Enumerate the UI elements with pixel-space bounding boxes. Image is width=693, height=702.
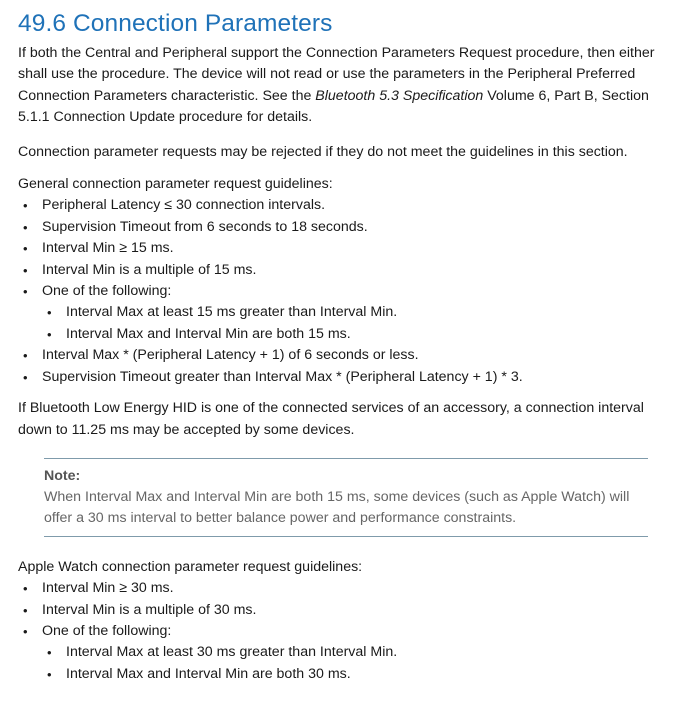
intro-paragraph: [18, 43, 678, 129]
bullet-icon: •: [23, 581, 28, 597]
list-item: [18, 238, 678, 259]
list-item: [18, 578, 678, 599]
sub-list-item: [42, 302, 678, 323]
bullet-icon: •: [47, 645, 52, 661]
bullet-icon: •: [23, 284, 28, 300]
list-item-text: Interval Min ≥ 15 ms.: [42, 240, 174, 257]
list-item: [18, 621, 678, 685]
list-item-text: Interval Min is a multiple of 15 ms.: [42, 261, 257, 278]
section-heading: 49.6 Connection Parameters: [18, 10, 333, 37]
note-box: [44, 458, 648, 537]
list-item-text: One of the following:: [42, 283, 172, 300]
apple-watch-guidelines-list: [18, 578, 678, 685]
hid-paragraph: If Bluetooth Low Energy HID is one of the connected services of an accessory, a connection interval down to 11.25 ms may be accepted by some devices.: [18, 400, 644, 438]
bullet-icon: •: [23, 602, 28, 618]
list-item: [18, 367, 678, 388]
list-item: [18, 195, 678, 216]
sub-list-item: [42, 324, 678, 345]
sub-list-item: [42, 664, 678, 685]
bullet-icon: •: [23, 623, 28, 639]
apple-watch-guidelines-title: Apple Watch connection parameter request guidelines:: [18, 558, 363, 575]
list-item-text: Interval Max * (Peripheral Latency + 1) of 6 seconds or less.: [42, 347, 419, 364]
list-item: [18, 281, 678, 345]
list-item-text: Peripheral Latency ≤ 30 connection intervals.: [42, 197, 326, 214]
list-item-text: Interval Max and Interval Min are both 15 ms.: [66, 325, 351, 342]
list-item-text: Interval Max at least 15 ms greater than Interval Min.: [66, 304, 398, 321]
list-item: [18, 345, 678, 366]
general-guidelines-list: [18, 195, 678, 388]
note-body: When Interval Max and Interval Min are both 15 ms, some devices (such as Apple Watch) will offer a 30 ms interval to better balance power and performance constraints.: [44, 488, 630, 527]
general-guidelines-title: General connection parameter request guidelines:: [18, 176, 333, 193]
bullet-icon: •: [23, 262, 28, 278]
list-item: [18, 260, 678, 281]
list-item-text: Supervision Timeout greater than Interval Max * (Peripheral Latency + 1) * 3.: [42, 368, 523, 385]
bullet-icon: •: [47, 666, 52, 682]
list-item: [18, 600, 678, 621]
bullet-icon: •: [23, 348, 28, 364]
rejection-paragraph: Connection parameter requests may be rejected if they do not meet the guidelines in this section.: [18, 143, 628, 160]
apple-watch-sub-list: [42, 642, 678, 685]
document-page: [18, 0, 678, 685]
bullet-icon: •: [23, 219, 28, 235]
list-item-text: Interval Min is a multiple of 30 ms.: [42, 601, 257, 618]
general-sub-list: [42, 302, 678, 345]
bullet-icon: •: [23, 198, 28, 214]
sub-list-item: [42, 642, 678, 663]
bullet-icon: •: [23, 241, 28, 257]
spec-title: Bluetooth 5.3 Specification: [315, 87, 484, 104]
list-item-text: One of the following:: [42, 622, 172, 639]
bullet-icon: •: [47, 305, 52, 321]
list-item-text: Interval Max at least 30 ms greater than Interval Min.: [66, 644, 398, 661]
intro-text-1: If both the Central and Peripheral support the Connection Parameters Request procedure, then either shall use the procedure. The device will not read or use the parameters in the Peripheral Preferred Connection Parameters characteristic. See the: [18, 45, 655, 104]
bullet-icon: •: [23, 369, 28, 385]
intro-text-2: Volume 6, Part B, Section 5.1.1 Connection Update procedure for details.: [18, 87, 649, 126]
list-item-text: Interval Max and Interval Min are both 30 ms.: [66, 665, 351, 682]
list-item-text: Interval Min ≥ 30 ms.: [42, 580, 174, 597]
note-title: Note:: [44, 467, 81, 484]
list-item-text: Supervision Timeout from 6 seconds to 18 seconds.: [42, 218, 368, 235]
list-item: [18, 217, 678, 238]
bullet-icon: •: [47, 326, 52, 342]
